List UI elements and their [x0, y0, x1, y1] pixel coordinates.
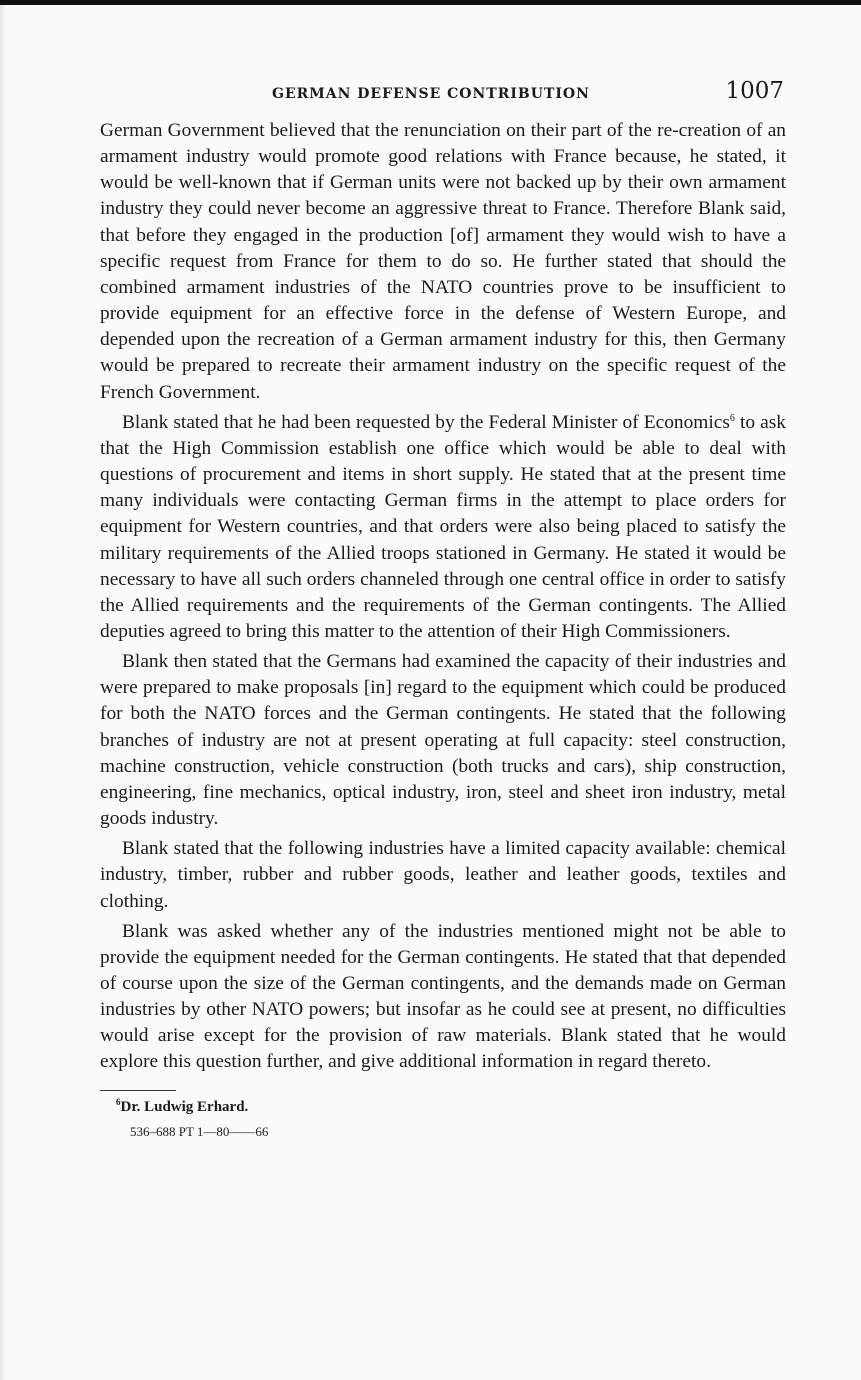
paragraph-4: Blank stated that the following industries have a limited capacity available: chemical industry, timber, rubber and rubber goods, leather and leather goods, textiles and clothing.: [100, 838, 786, 912]
page-top-edge: [0, 0, 861, 5]
paragraph-3: Blank then stated that the Germans had examined the capacity of their industries and were prepared to make proposals [in] regard to the equipment which could be produced for both the NATO forces and the German contingents. He stated that the following branches of industry are not at present operating at full capacity: steel construction, machine construction, vehicle construction (both trucks and cars), ship construction, engineering, fine mechanics, optical industry, iron, steel and sheet iron industry, metal goods industry.: [100, 651, 786, 830]
print-code: 536–688 PT 1—80——66: [130, 1123, 269, 1139]
paragraph-2-text-after: to ask that the High Commission establish one office which would be able to deal with questions of procurement and items in short supply. He stated that at the present time many individuals were contacting German firms in the attempt to place orders for equipment for Western countries, and that orders were also being placed to satisfy the military requirements of the Allied troops stationed in Germany. He stated it would be necessary to have all such orders channeled through one central office in order to satisfy the Allied requirements and the requirements of the German contingents. The Allied deputies agreed to bring this matter to the attention of their High Commissioners.: [100, 411, 786, 642]
footnote: [100, 1096, 786, 1116]
body-text: [100, 118, 786, 1076]
page-left-edge: [0, 5, 6, 1380]
page-number: 1007: [725, 78, 784, 104]
footnote-text: Dr. Ludwig Erhard.: [120, 1098, 249, 1115]
page-header: [100, 78, 786, 118]
document-page: [100, 78, 786, 1140]
running-head: GERMAN DEFENSE CONTRIBUTION: [272, 86, 590, 102]
footnote-mark: 6: [116, 1096, 121, 1107]
footnote-reference: 6: [729, 412, 735, 424]
paragraph-2: [100, 410, 786, 645]
footnote-divider: [100, 1090, 176, 1091]
paragraph-1: German Government believed that the renunciation on their part of the re-creation of an armament industry would promote good relations with France because, he stated, it would be well-known that if German units were not backed up by their own armament industry they could never become an aggressive threat to France. Therefore Blank said, that before they engaged in the production [of] armament they would wish to have a specific request from France for them to do so. He further stated that should the combined armament industries of the NATO countries prove to be insufficient to provide equipment for an effective force in the defense of Western Europe, and depended upon the recreation of a German armament industry for this, then Germany would be prepared to recreate their armament industry on the specific request of the French Government.: [100, 120, 786, 403]
paragraph-5: Blank was asked whether any of the industries mentioned might not be able to provide the equipment needed for the German contingents. He stated that that depended of course upon the size of the German contingents, and the demands made on German industries by other NATO powers; but insofar as he could see at present, no difficulties would arise except for the provision of raw materials. Blank stated that he would explore this question further, and give additional information in regard thereto.: [100, 920, 786, 1073]
paragraph-2-text-before: Blank stated that he had been requested by the Federal Minister of Economics: [122, 411, 730, 433]
